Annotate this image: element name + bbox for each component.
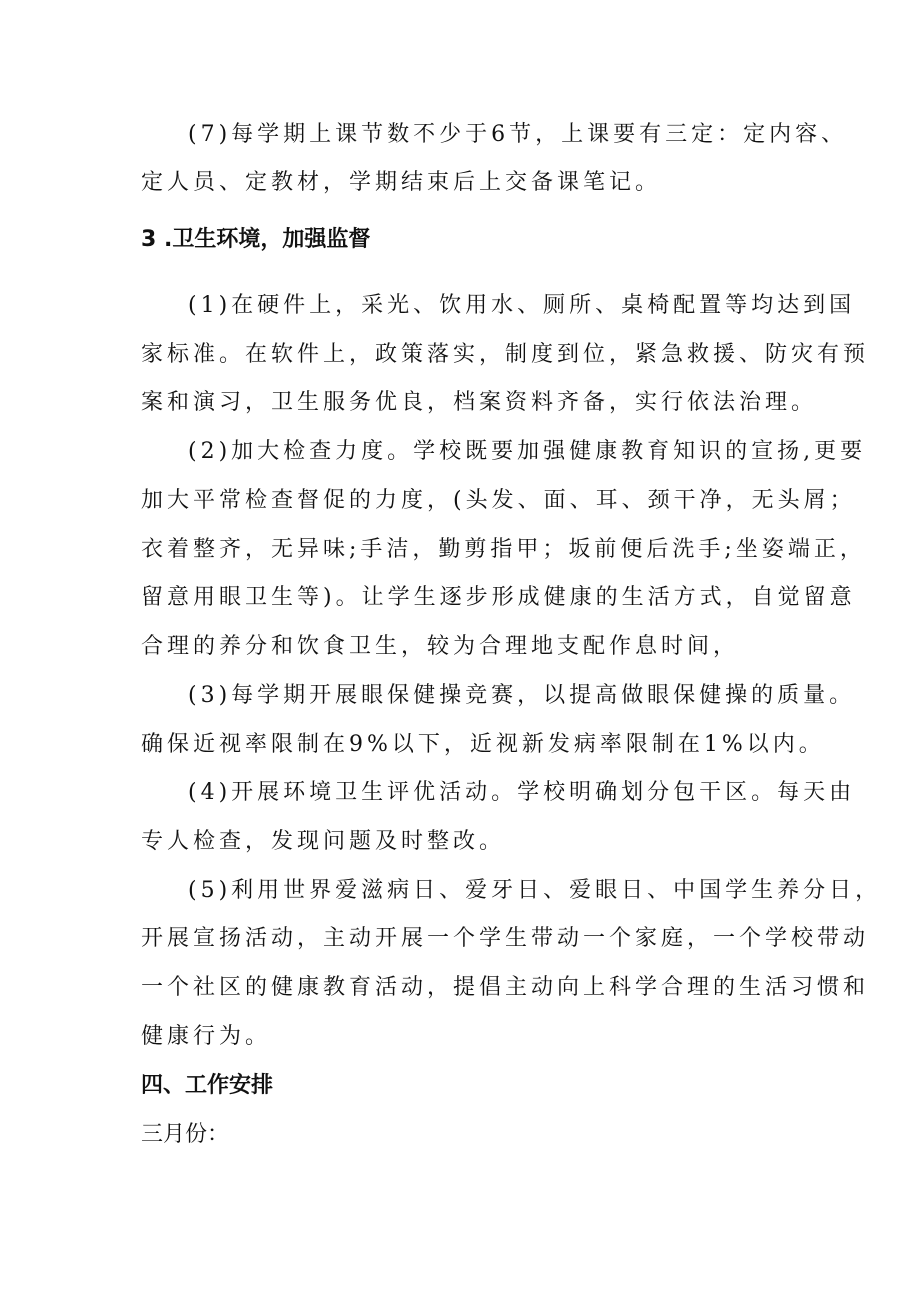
section-3-item-5-line-4: 健康行为。 [141,1024,272,1049]
section-3-item-4-line-1: (4)开展环境卫生评优活动。学校明确划分包干区。每天由 [188,780,856,805]
section-3-item-5-line-2: 开展宣扬活动，主动开展一个学生带动一个家庭，一个学校带动 [141,926,870,951]
section-3-item-3-line-2: 确保近视率限制在9%以下，近视新发病率限制在1%以内。 [141,732,825,757]
section-3-item-2-line-1: (2)加大检查力度。学校既要加强健康教育知识的宣扬,更要 [188,439,867,464]
section-3-item-2-line-3: 衣着整齐，无异味;手洁，勤剪指甲；坂前便后洗手;坐姿端正， [141,537,866,562]
item-7-line-2: 定人员、定教材，学期结束后上交备课笔记。 [141,170,662,195]
section-3-item-1-line-2: 家标准。在软件上，政策落实，制度到位，紧急救援、防灾有预 [141,342,870,367]
section-3-item-5-line-1: (5)利用世界爱滋病日、爱牙日、爱眼日、中国学生养分日， [188,878,882,903]
section-3-item-5-line-3: 一个社区的健康教育活动，提倡主动向上科学合理的生活习惯和 [141,975,870,1000]
section-3-item-3-line-1: (3)每学期开展眼保健操竞赛，以提高做眼保健操的质量。 [188,683,856,708]
section-4-heading: 四、工作安排 [141,1073,274,1098]
section-3-item-2-line-5: 合理的养分和饮食卫生，较为合理地支配作息时间， [141,634,740,659]
section-3-item-4-line-2: 专人检查，发现问题及时整改。 [141,829,506,854]
march-label: 三月份： [141,1122,230,1147]
section-3-item-2-line-2: 加大平常检查督促的力度，(头发、面、耳、颈干净，无头屑； [141,488,856,513]
section-3-item-1-line-1: (1)在硬件上，采光、饮用水、厕所、桌椅配置等均达到国 [188,293,856,318]
section-3-item-1-line-3: 案和演习，卫生服务优良，档案资料齐备，实行依法治理。 [141,390,818,415]
item-7-line-1: (7)每学期上课节数不少于6节，上课要有三定：定内容、 [188,122,848,147]
section-3-heading: 3 .卫生环境，加强监督 [141,227,371,252]
section-3-item-2-line-4: 留意用眼卫生等)。让学生逐步形成健康的生活方式，自觉留意 [141,585,856,610]
